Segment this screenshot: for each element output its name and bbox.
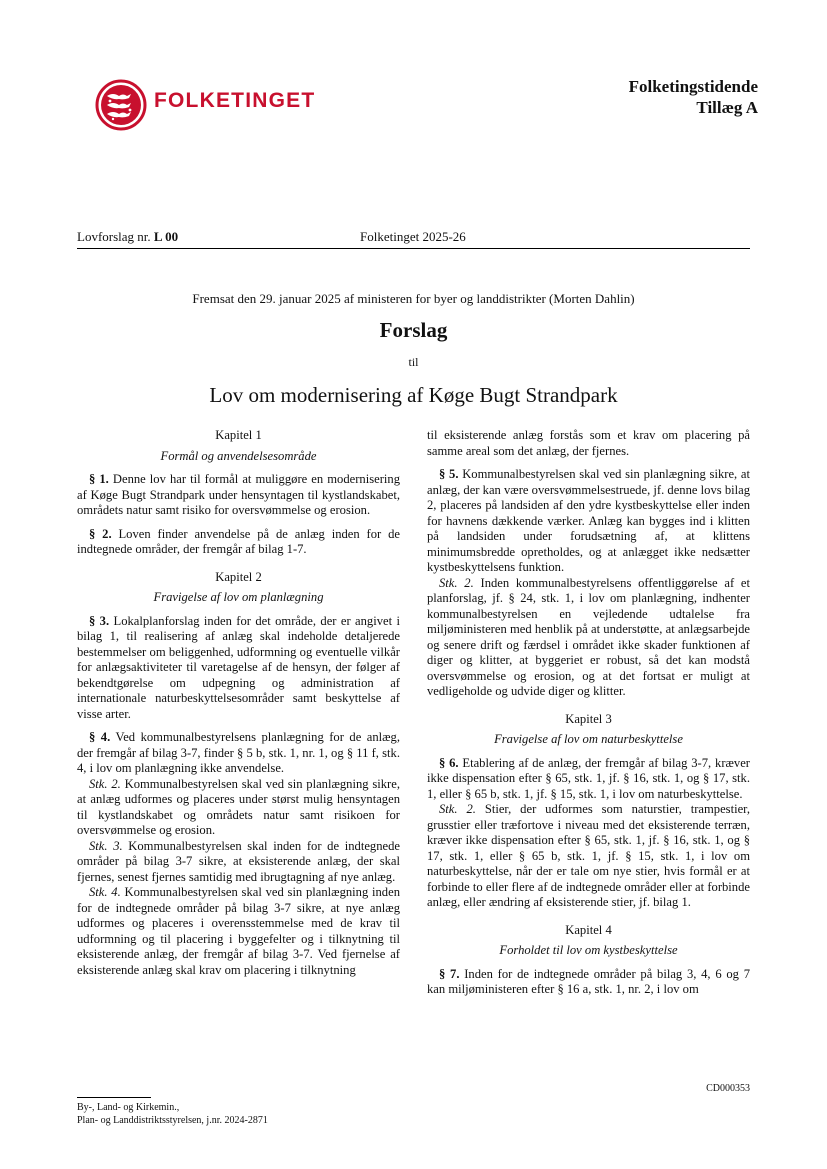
folketinget-logo xyxy=(95,79,325,131)
paragraph-6-stk-2: Stk. 2. Stier, der udformes som naturstier, trampestier, grusstier eller træfortove i niveau med det eksisterende terræn, kræver ikke dispensation efter § 65, stk. 1, jf. § 16, stk. 1, og § 17, stk. 1, eller § 65 b, stk. 1, jf. § 15, stk. 1, i lov om naturbeskyttelse, når der er tale om nye stier, hvis formål er at forbinde to eller flere af de indtegnede områder eller at forbinde anlæg, eller ændring af eksisterende stier, jf. bilag 1. xyxy=(427,802,750,909)
footnote-agency: Plan- og Landdistriktsstyrelsen, j.nr. 2024-2871 xyxy=(77,1115,268,1126)
paragraph-1: § 1. Denne lov har til formål at muliggøre en modernisering af Køge Bugt Strandpark under hensyntagen til kystlandskabet, områdets natur samt risiko for oversvømmelse og erosion. xyxy=(77,472,400,517)
chapter-2-heading: Kapitel 2 xyxy=(215,569,262,584)
paragraph-5: § 5. Kommunalbestyrelsen skal ved sin planlægning sikre, at anlæg, der kan være oversvømmelsestruede, jf. denne lovs bilag 2, placeres på landsiden af den ydre kystbeskyttelse eller inden for havnens dækkende værker. Anlæg kan bygges ind i klitten på landsiden under forudsætning af, at klittens minimumsbredde opretholdes, og at anlægget ikke nedsætter kystbeskyttelsens funktion. xyxy=(427,467,750,574)
paragraph-6: § 6. Etablering af de anlæg, der fremgår af bilag 3-7, kræver ikke dispensation efter § 65, stk. 1, jf. § 16, stk. 1, og § 17, stk. 1, eller § 65 b, stk. 1, jf. § 15, stk. 1, i lov om naturbeskyttelse. xyxy=(427,755,750,801)
footnote-ministry: By-, Land- og Kirkemin., xyxy=(77,1102,180,1113)
paragraph-4-stk-4: Stk. 4. Kommunalbestyrelsen skal ved sin planlægning inden for de indtegnede områder på bilag 3-7 sikre, at nye anlæg udformes og placeres i overensstemmelse med de krav til udformning og til placering i byggefelter og i tilknytning til eksisterende anlæg, der fremgår af bilag 3-7. Ved fjernelse af eksisterende anlæg skal krav om placering i tilknytning xyxy=(77,885,400,977)
document-code: CD000353 xyxy=(706,1083,750,1094)
chapter-2-subtitle: Fravigelse af lov om planlægning xyxy=(153,590,324,604)
til-word: til xyxy=(408,355,419,369)
footnote-divider xyxy=(77,1097,151,1098)
bill-number-value: L 00 xyxy=(153,229,179,244)
paragraph-4: § 4. Ved kommunalbestyrelsens planlægning for de anlæg, der fremgår af bilag 3-7, finder § 5 b, stk. 1, nr. 1, og § 11 f, stk. 4, i lov om planlægning ikke anvendelse. xyxy=(77,730,400,775)
paragraph-3: § 3. Lokalplanforslag inden for det område, der er angivet i bilag 1, til realisering af anlæg skal indeholde detaljerede bestemmelser om beliggenhed, udformning og eventuelle vilkår for anlægsaktiviteter til varetagelse af de hensyn, der følger af bekendtgørelse om udpegning og administration af internationale naturbeskyttelsesområder samt beskyttelse af visse arter. xyxy=(77,613,400,721)
bill-number: Lovforslag nr. L 00 xyxy=(77,229,179,244)
paragraph-4-stk-3: Stk. 3. Kommunalbestyrelsen skal inden for de indtegnede områder på bilag 3-7 sikre, at eksisterende anlæg, der skal fjernes, senest fjernes samtidig med ibrugtagning af nye anlæg. xyxy=(77,838,400,884)
left-column xyxy=(77,428,400,978)
paragraph-5-stk-2: Stk. 2. Inden kommunalbestyrelsens offentliggørelse af et planforslag, jf. § 24, stk. 1, i lov om planlægning, indhenter kommunalbestyrelsen en vejledende udtalelse fra miljøministeren med henblik på at understøtte, at anlægsarbejde og senere drift og færdsel i området ikke skader funktionen af diger og klitter, at byggeriet er robust, så det kan modstå oversvømmelse og erosion, og at det fortsat er muligt at vedligeholde og udvide diger og klitter. xyxy=(427,575,750,698)
chapter-1-heading: Kapitel 1 xyxy=(215,428,262,442)
paragraph-4-continuation: til eksisterende anlæg forstås som et krav om placering på samme areal som det anlæg, der fjernes. xyxy=(427,428,750,458)
forslag-heading: Forslag xyxy=(379,318,448,342)
header-divider xyxy=(77,248,750,249)
paragraph-2: § 2. Loven finder anvendelse på de anlæg inden for de indtegnede områder, der fremgår af bilag 1-7. xyxy=(77,526,400,556)
chapter-1-subtitle: Formål og anvendelsesområde xyxy=(160,448,317,463)
publication-header xyxy=(629,76,758,118)
fremsat-line: Fremsat den 29. januar 2025 af ministeren for byer og landdistrikter (Morten Dahlin) xyxy=(192,291,635,306)
chapter-3-heading: Kapitel 3 xyxy=(565,711,612,726)
logo-wordmark: FOLKETINGET xyxy=(154,89,316,112)
coat-of-arms-icon xyxy=(95,79,147,131)
footnote xyxy=(77,1101,268,1127)
publication-title: Folketingstidende xyxy=(628,77,758,96)
right-column xyxy=(427,428,750,1006)
chapter-4-heading: Kapitel 4 xyxy=(565,922,612,937)
session: Folketinget 2025-26 xyxy=(360,229,466,244)
chapter-4-subtitle: Forholdet til lov om kystbeskyttelse xyxy=(499,943,678,957)
paragraph-4-stk-2: Stk. 2. Kommunalbestyrelsen skal ved sin planlægning sikre, at anlæg udformes og placeres under størst mulig hensyntagen til kystlandskabet og områdets natur samt risikoen for oversvømmelse og erosion. xyxy=(77,776,400,837)
chapter-3-subtitle: Fravigelse af lov om naturbeskyttelse xyxy=(494,732,683,746)
law-title: Lov om modernisering af Køge Bugt Strandpark xyxy=(209,383,618,407)
publication-supplement: Tillæg A xyxy=(696,98,758,117)
paragraph-7: § 7. Inden for de indtegnede områder på bilag 3, 4, 6 og 7 kan miljøministeren efter § 16 a, stk. 1, nr. 2, i lov om xyxy=(427,966,750,996)
